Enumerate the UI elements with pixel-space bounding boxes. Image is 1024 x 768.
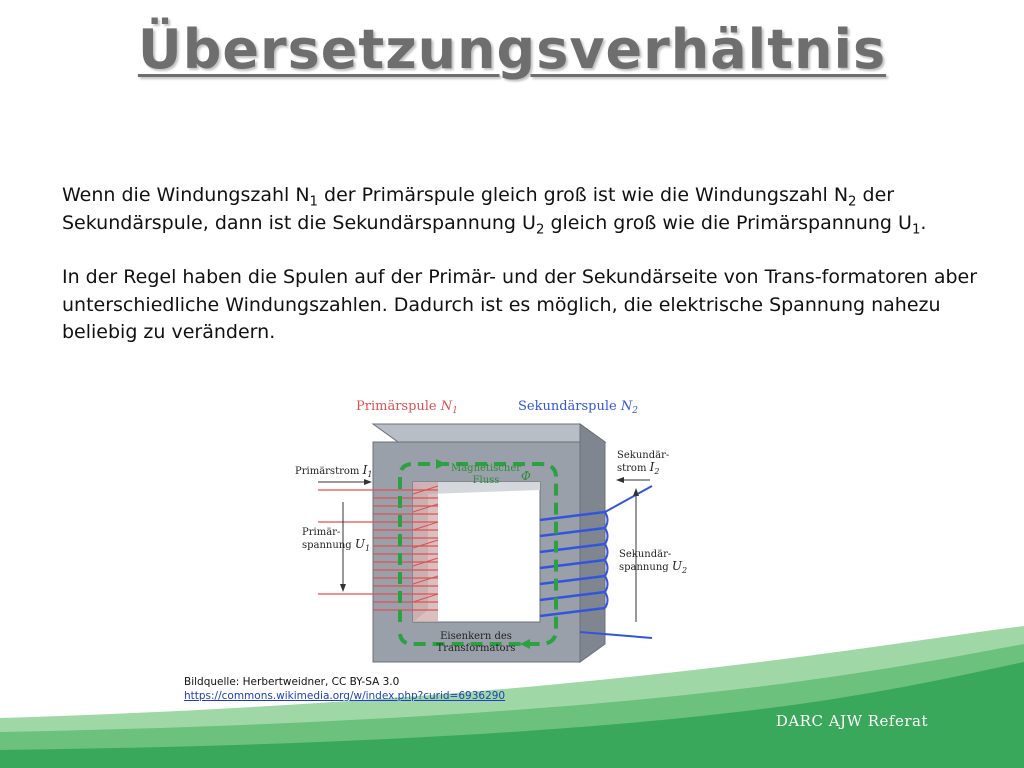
caption-source: Bildquelle: Herbertweidner, CC BY-SA 3.0 — [184, 676, 400, 688]
core-label-2: Transformators — [436, 643, 516, 654]
decorative-waves — [0, 600, 1024, 768]
flux-symbol: Φ — [521, 469, 531, 483]
secondary-coil-label: Sekundärspule $N_2$ — [518, 399, 638, 416]
paragraph-2: In der Regel haben die Spulen auf der Primär- und der Sekundärseite von Trans-formatoren aber unterschiedliche Windungszahlen. Dadurch ist es möglich, die elektrische Spannung nahezu beliebig zu verändern. — [62, 266, 978, 343]
core-top-face — [373, 424, 605, 442]
paragraph-1: Wenn die Windungszahl $N_1$ der Primärspule gleich groß ist wie die Windungszahl $N_2$ der Sekundärspule, dann ist die Sekundärspannung $U_2$ gleich groß wie die Primärspannung $U_1$. — [62, 184, 927, 238]
flux-label-1: Magnetischer — [450, 463, 522, 474]
secondary-voltage-label-2: spannung $U_2$ — [619, 559, 688, 575]
flux-label-2: Fluss — [472, 475, 500, 486]
secondary-current-label-2: strom $I_2$ — [617, 460, 660, 476]
primary-voltage-label-2: spannung $U_1$ — [302, 537, 371, 553]
slide-title: Übersetzungsverhältnis — [137, 18, 887, 81]
core-label-1: Eisenkern des — [440, 631, 512, 642]
primary-voltage-label-1: Primär- — [302, 527, 341, 538]
primary-coil-label: Primärspule $N_1$ — [356, 399, 458, 416]
primary-current-label: Primärstrom $I_1$ — [295, 463, 373, 479]
body-text — [62, 182, 982, 347]
footer-text: DARC AJW Referat — [775, 712, 928, 730]
secondary-voltage-label-1: Sekundär- — [619, 549, 672, 560]
image-caption — [184, 675, 505, 703]
secondary-current-label-1: Sekundär- — [617, 450, 670, 461]
caption-link[interactable]: https://commons.wikimedia.org/w/index.php?curid=6936290 — [184, 690, 506, 702]
